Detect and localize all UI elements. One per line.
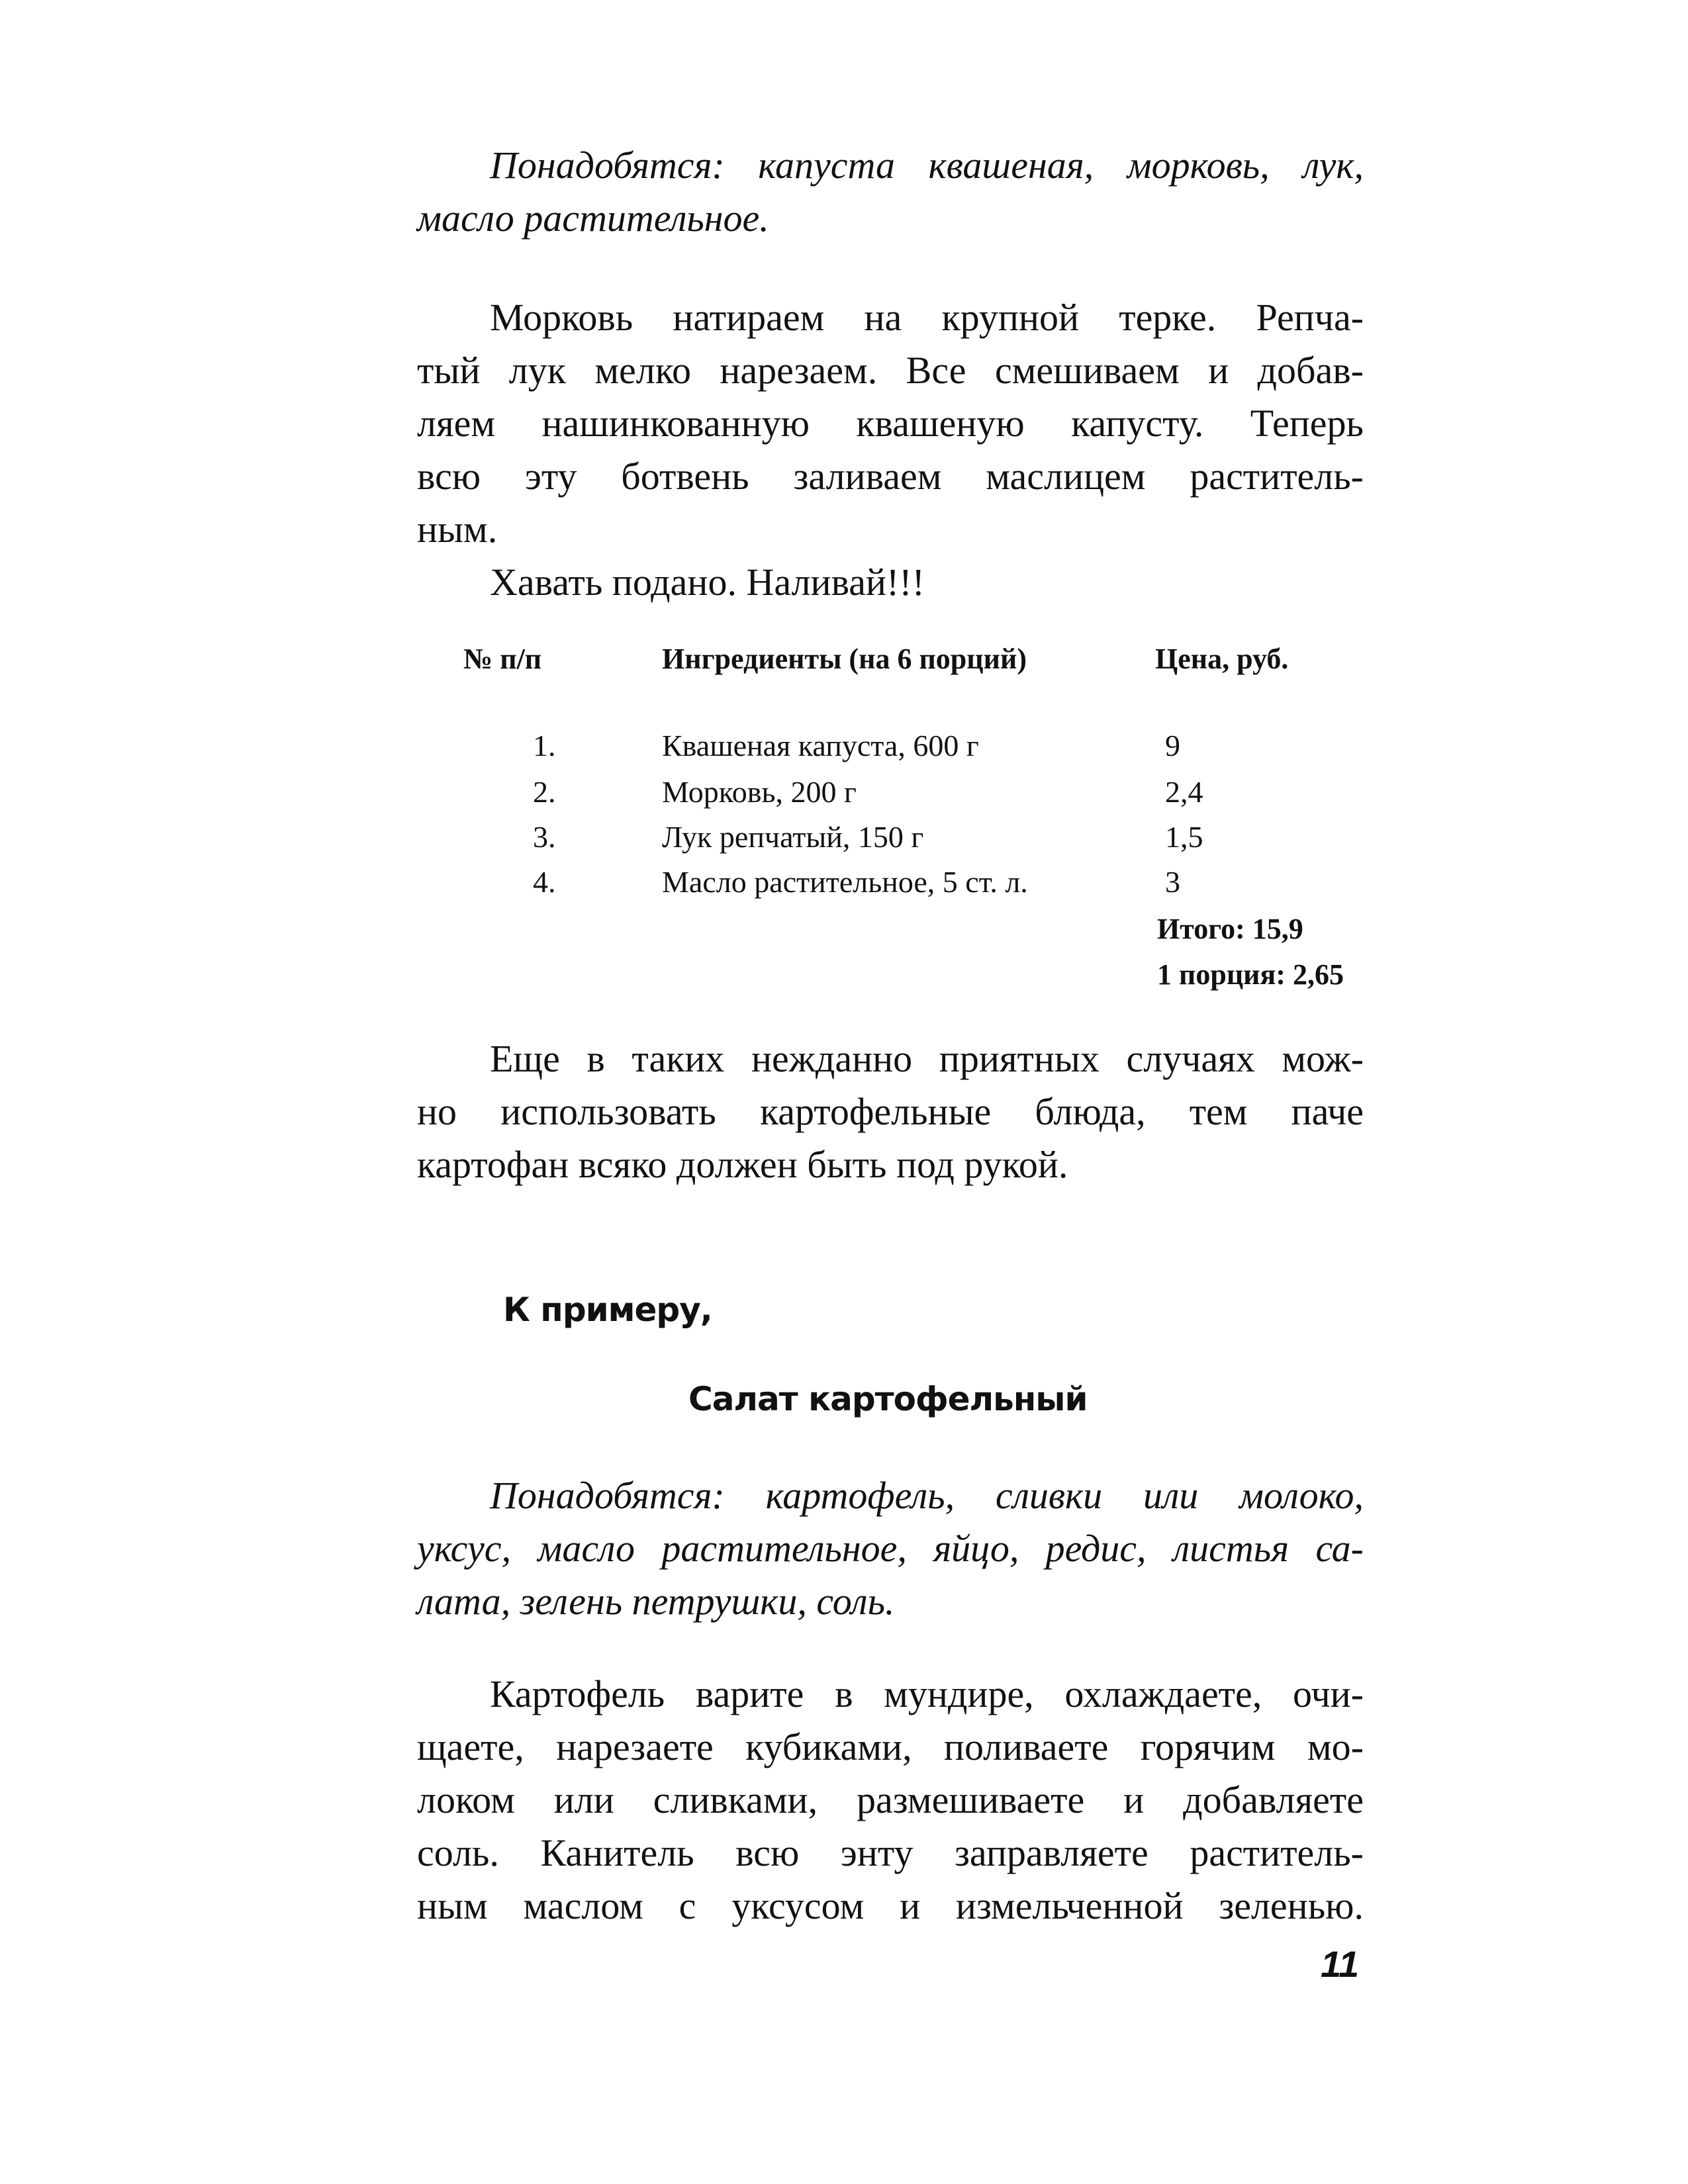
table-header-num: № п/п	[463, 643, 542, 675]
recipe2-instructions-line-5: ным маслом с уксусом и измельченной зеленью.	[417, 1884, 1364, 1927]
table-row-num: 4.	[533, 865, 556, 899]
recipe1-closing	[417, 556, 1364, 609]
recipe2-instructions-line-1: Картофель варите в мундире, охлаждаете, очи-	[490, 1672, 1364, 1715]
transition-line-3: картофан всяко должен быть под рукой.	[417, 1143, 1068, 1186]
table-header-ingredients: Ингредиенты (на 6 порций)	[662, 643, 1027, 675]
recipe1-instructions-line-3: ляем нашинкованную квашеную капусту. Теперь	[417, 402, 1364, 445]
table-row-ingredient: Морковь, 200 г	[662, 775, 857, 809]
recipe2-title: Салат картофельный	[688, 1380, 1088, 1418]
table-row-num: 1.	[533, 729, 556, 762]
recipe2-ingredients-line-3: лата, зелень петрушки, соль.	[417, 1580, 895, 1623]
transition-paragraph	[417, 1032, 1364, 1191]
transition-line-2: но использовать картофельные блюда, тем паче	[417, 1090, 1364, 1133]
recipe1-closing-text: Хавать подано. Наливай!!!	[490, 561, 925, 604]
table-row-price: 1,5	[1165, 820, 1203, 854]
recipe2-instructions-line-3: локом или сливками, размешиваете и добавляете	[417, 1778, 1364, 1821]
recipe2-instructions-line-2: щаете, нарезаете кубиками, поливаете горячим мо-	[417, 1725, 1364, 1768]
table-row-num: 3.	[533, 820, 556, 854]
recipe1-ingredients-line-1: Понадобятся: капуста квашеная, морковь, лук,	[490, 144, 1364, 187]
table-row-ingredient: Лук репчатый, 150 г	[662, 820, 924, 854]
page-number: 11	[1321, 1943, 1360, 1985]
recipe1-instructions-line-1: Морковь натираем на крупной терке. Репча-	[490, 296, 1364, 339]
table-row-price: 9	[1165, 729, 1180, 762]
recipe1-ingredients-line-2: масло растительное.	[417, 197, 769, 240]
recipe2-ingredients-line-1: Понадобятся: картофель, сливки или молоко,	[490, 1474, 1364, 1517]
recipe1-instructions	[417, 291, 1364, 556]
table-row-price: 2,4	[1165, 775, 1203, 809]
recipe1-instructions-line-4: всю эту ботвень заливаем маслицем раститель-	[417, 455, 1364, 498]
recipe2-ingredients	[417, 1469, 1364, 1628]
recipe2-instructions-line-4: соль. Канитель всю энту заправляете раститель-	[417, 1831, 1364, 1874]
table-row-num: 2.	[533, 775, 556, 809]
recipe2-ingredients-line-2: уксус, масло растительное, яйцо, редис, листья са-	[417, 1527, 1364, 1570]
table-header-price: Цена, руб.	[1155, 643, 1289, 675]
recipe1-ingredients	[417, 139, 1364, 245]
transition-line-1: Еще в таких нежданно приятных случаях мож-	[490, 1037, 1364, 1080]
table-row-ingredient: Квашеная капуста, 600 г	[662, 729, 979, 762]
table-row-ingredient: Масло растительное, 5 ст. л.	[662, 865, 1028, 899]
table-row-price: 3	[1165, 865, 1180, 899]
table-total: Итого: 15,9	[1157, 913, 1303, 945]
table-per-portion: 1 порция: 2,65	[1157, 958, 1344, 991]
recipe1-instructions-line-2: тый лук мелко нарезаем. Все смешиваем и добав-	[417, 349, 1364, 392]
recipe1-instructions-line-5: ным.	[417, 508, 498, 551]
recipe2-instructions	[417, 1668, 1364, 1933]
example-heading: К примеру,	[503, 1291, 712, 1329]
